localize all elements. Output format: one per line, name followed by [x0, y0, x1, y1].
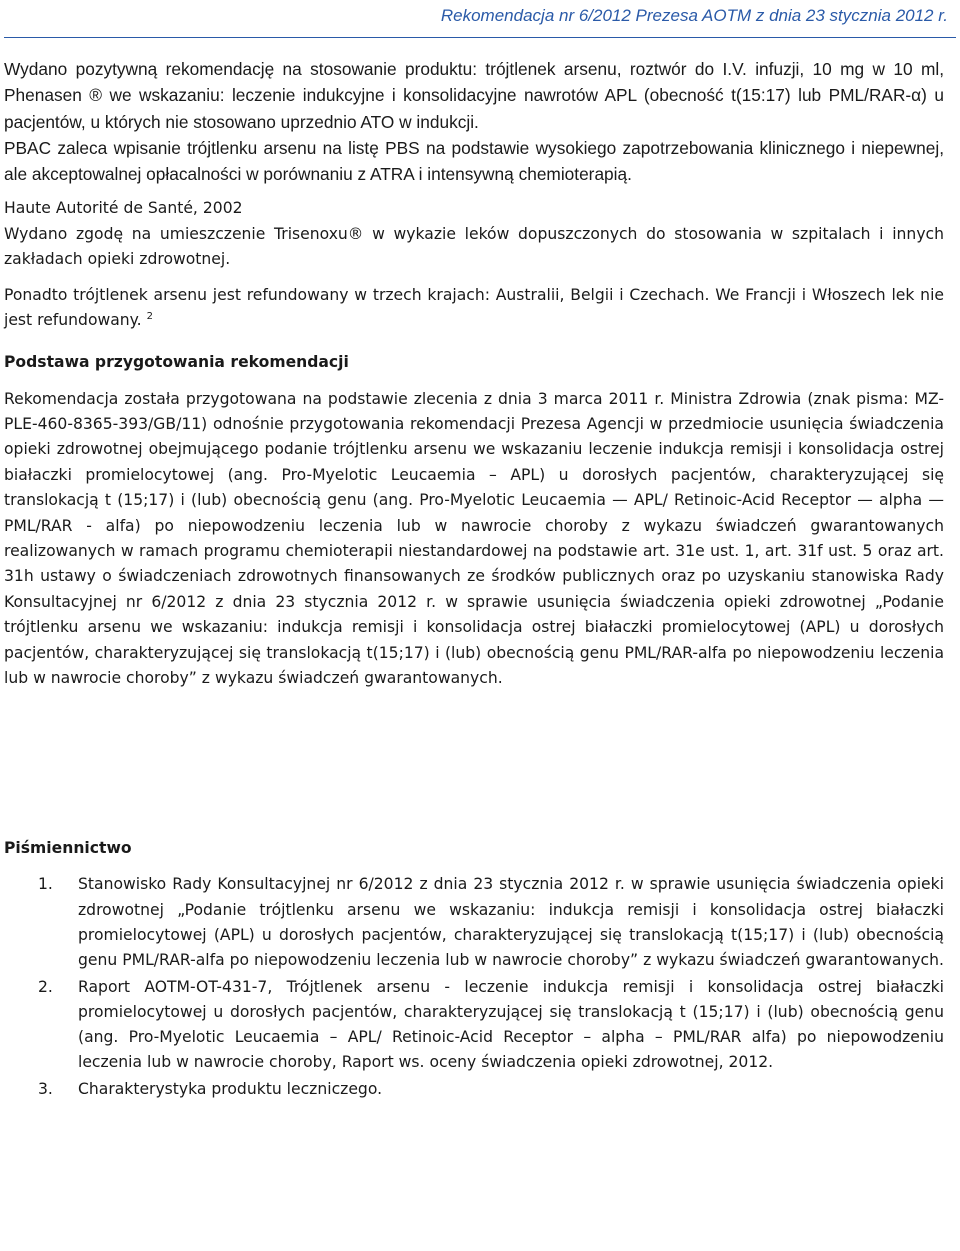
bibliography-item-text: Stanowisko Rady Konsultacyjnej nr 6/2012 z dnia 23 stycznia 2012 r. w sprawie usunięcia świadczenia opieki zdrowotnej „Podanie trójtlenku arsenu we wskazaniu: indukcja remisji i konsolidacja ostrej białaczki promielocytowej (APL) u dorosłych pacjentów, charakteryzującej się translokacją t(15;17) i (lub) obecnością genu PML/RAR-alfa po niepowodzeniu leczenia lub w nawrocie choroby” z wykazu świadczeń gwarantowanych.	[78, 875, 944, 970]
paragraph-positive-recommendation: Wydano pozytywną rekomendację na stosowanie produktu: trójtlenek arsenu, roztwór do I.V. infuzji, 10 mg w 10 ml, Phenasen ® we wskazaniu: leczenie indukcyjne i konsolidacyjne nawrotów APL (obecność t(15:17) lub PML/RAR-α) u pacjentów, u których nie stosowano uprzednio ATO w indukcji.	[4, 59, 944, 132]
bibliography-item	[4, 872, 944, 973]
paragraph-pbac: PBAC zaleca wpisanie trójtlenku arsenu na listę PBS na podstawie wysokiego zapotrzebowania klinicznego i niepewnej, ale akceptowalnej opłacalności w porównaniu z ATRA i intensywną chemioterapią.	[4, 137, 944, 185]
section-heading-basis: Podstawa przygotowania rekomendacji	[4, 352, 349, 371]
header-divider	[4, 37, 956, 38]
page-header: Rekomendacja nr 6/2012 Prezesa AOTM z dnia 23 stycznia 2012 r.	[440, 6, 948, 25]
bibliography-item-number: 3.	[38, 1079, 53, 1098]
bibliography-list	[4, 872, 944, 1102]
reimbursement-text: Ponadto trójtlenek arsenu jest refundowany w trzech krajach: Australii, Belgii i Czechach. We Francji i Włoszech lek nie jest refundowany.	[4, 285, 944, 330]
bibliography-item-number: 2.	[38, 977, 53, 996]
document-body	[4, 56, 944, 1102]
bibliography-heading: Piśmiennictwo	[4, 839, 132, 858]
footnote-ref: 2	[146, 310, 153, 322]
bibliography-item-text: Raport AOTM-OT-431-7, Trójtlenek arsenu - leczenie indukcja remisji i konsolidacja ostrej białaczki promielocytowej u dorosłych pacjentów, charakteryzującej się translokacją t (15;17) i (lub) obecnością genu (ang. Pro-Myelotic Leucaemia – APL/ Retinoic-Acid Receptor – alpha – PML/RAR alfa) po niepowodzeniu leczenia lub w nawrocie choroby, Raport ws. oceny świadczenia opieki zdrowotnej, 2012.	[78, 977, 944, 1072]
bibliography-item	[4, 975, 944, 1076]
paragraph-trisenox-approval: Wydano zgodę na umieszczenie Trisenoxu® w wykazie leków dopuszczonych do stosowania w szpitalach i innych zakładach opieki zdrowotnej.	[4, 224, 944, 269]
bibliography-item-number: 1.	[38, 875, 53, 894]
paragraph-has-source: Haute Autorité de Santé, 2002	[4, 199, 243, 218]
paragraph-basis: Rekomendacja została przygotowana na podstawie zlecenia z dnia 3 marca 2011 r. Ministra Zdrowia (znak pisma: MZ-PLE-460-8365-393/GB/11) odnośnie przygotowania rekomendacji Prezesa Agencji w przedmiocie usunięcia świadczenia opieki zdrowotnej obejmującego podanie trójtlenku arsenu we wskazaniu leczenie indukcja remisji i konsolidacja ostrej białaczki promielocytowej (ang. Pro-Myelotic Leucaemia – APL) u dorosłych pacjentów, charakteryzującej się translokacją t (15;17) i (lub) obecnością genu (ang. Pro-Myelotic Leucaemia — APL/ Retinoic-Acid Receptor — alpha — PML/RAR - alfa) po niepowodzeniu leczenia lub w nawrocie choroby z wykazu świadczeń gwarantowanych realizowanych w ramach programu chemioterapii niestandardowej na podstawie art. 31e ust. 1, art. 31f ust. 5 oraz art. 31h ustawy o świadczeniach zdrowotnych finansowanych ze środków publicznych oraz po uzyskaniu stanowiska Rady Konsultacyjnej nr 6/2012 z dnia 23 stycznia 2012 r. w sprawie usunięcia świadczenia opieki zdrowotnej „Podanie trójtlenku arsenu we wskazaniu: indukcja remisji i konsolidacja ostrej białaczki promielocytowej (APL) u dorosłych pacjentów, charakteryzującej się translokacją t(15;17) i (lub) obecnością genu PML/RAR-alfa po niepowodzeniu leczenia lub w nawrocie choroby” z wykazu świadczeń gwarantowanych.	[4, 389, 944, 687]
paragraph-reimbursement	[4, 283, 944, 334]
bibliography-item-text: Charakterystyka produktu leczniczego.	[78, 1079, 383, 1098]
bibliography-item	[4, 1077, 944, 1102]
